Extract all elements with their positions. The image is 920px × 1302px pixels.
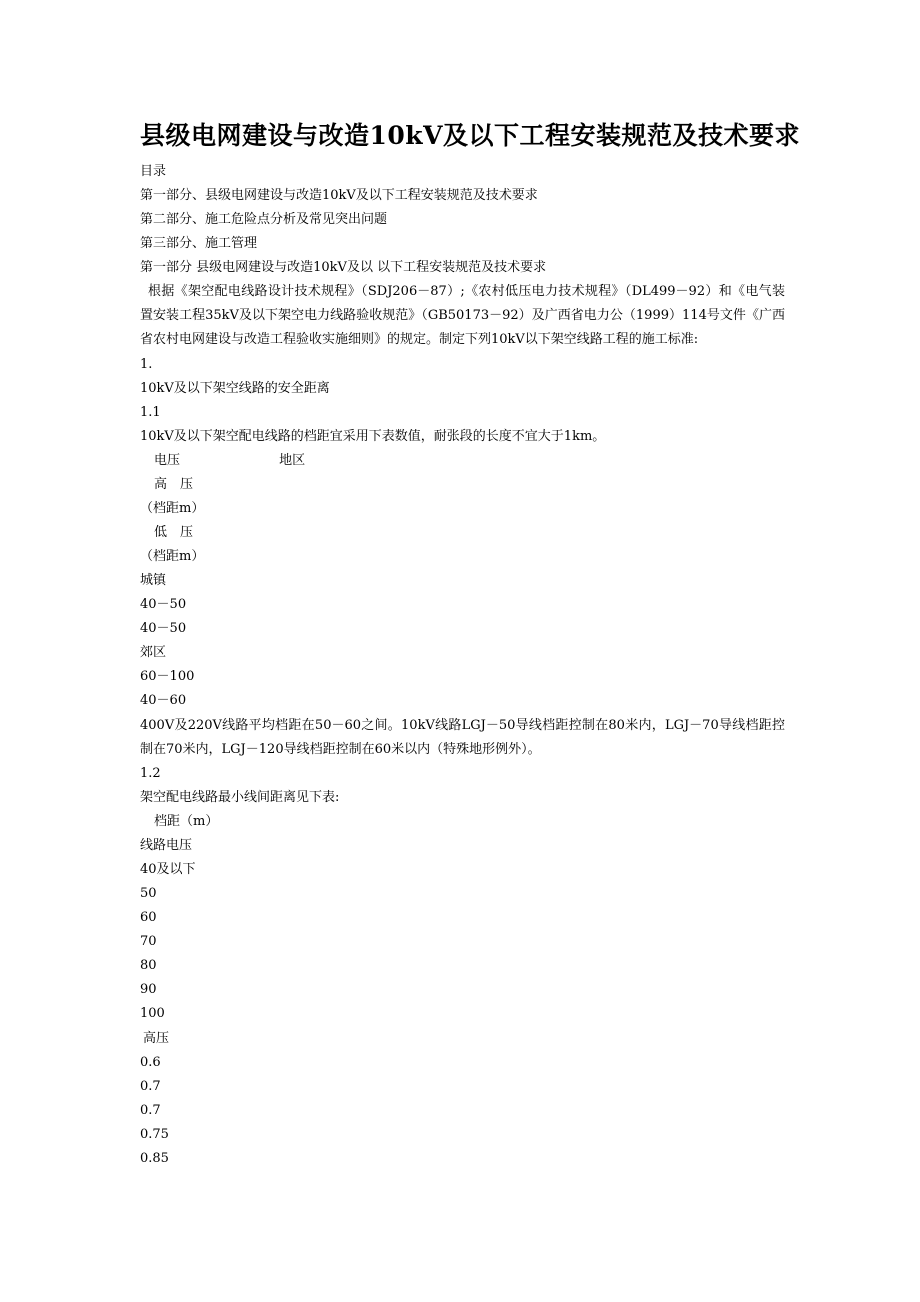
- table2-high-value-5: 0.85: [140, 1151, 169, 1166]
- toc-heading: 目录: [140, 164, 167, 179]
- table2-span-6: 90: [140, 982, 157, 997]
- document-title: 县级电网建设与改造10kV及以下工程安装规范及技术要求: [140, 121, 801, 150]
- table1-col-low: 低 压: [154, 525, 194, 540]
- part1-heading: 第一部分 县级电网建设与改造10kV及以 以下工程安装规范及技术要求: [140, 260, 547, 275]
- table2-span-1: 40及以下: [140, 862, 196, 877]
- section-1-2-number: 1.2: [140, 766, 161, 781]
- table2-high-value-2: 0.7: [140, 1079, 161, 1094]
- table2-high-value-1: 0.6: [140, 1055, 161, 1070]
- section-1-2-text: 架空配电线路最小线间距离见下表:: [140, 790, 340, 805]
- table1-row2-label: 郊区: [140, 645, 167, 660]
- table2-span-4: 70: [140, 934, 157, 949]
- table1-row1-high: 40－50: [140, 597, 187, 612]
- span-note-paragraph: 400V及220V线路平均档距在50－60之间。10kV线路LGJ－50导线档距控制在80米内，LGJ－70导线档距控制在70米内，LGJ－120导线档距控制在60米以内（特殊地形例外）。: [140, 718, 785, 757]
- table2-span-3: 60: [140, 910, 157, 925]
- toc-item-3: 第三部分、施工管理: [140, 236, 258, 251]
- table1-row2-high: 60－100: [140, 669, 195, 684]
- toc-item-2: 第二部分、施工危险点分析及常见突出问题: [140, 212, 388, 227]
- table2-span-2: 50: [140, 886, 157, 901]
- table2-row-label: 线路电压: [140, 838, 193, 853]
- toc-item-1: 第一部分、县级电网建设与改造10kV及以下工程安装规范及技术要求: [140, 188, 538, 203]
- table1-row1-low: 40－50: [140, 621, 187, 636]
- section-1-1-text: 10kV及以下架空配电线路的档距宜采用下表数值，耐张段的长度不宜大于1km。: [140, 429, 606, 444]
- table1-row1-label: 城镇: [140, 573, 167, 588]
- table1-col-high: 高 压: [154, 477, 194, 492]
- table1-header-row: 电压 地区: [154, 453, 306, 468]
- table2-high-label: 高压: [143, 1031, 170, 1046]
- section-1-title: 10kV及以下架空线路的安全距离: [140, 381, 330, 396]
- table2-high-value-4: 0.75: [140, 1127, 169, 1142]
- table2-header: 档距（m）: [154, 814, 219, 829]
- table2-high-value-3: 0.7: [140, 1103, 161, 1118]
- table2-span-5: 80: [140, 958, 157, 973]
- table1-col-high-unit: （档距m）: [140, 501, 205, 516]
- table1-col-low-unit: （档距m）: [140, 549, 205, 564]
- intro-paragraph: 根据《架空配电线路设计技术规程》（SDJ206－87）;《农村低压电力技术规程》（DL499－92）和《电气装置安装工程35kV及以下架空电力线路验收规范》（GB50173－92）及广西省电力公（1999）114号文件《广西省农村电网建设与改造工程验收实施细则》的规定。制定下列10kV以下架空线路工程的施工标准:: [140, 284, 785, 347]
- section-1-number: 1.: [140, 357, 153, 372]
- table2-span-7: 100: [140, 1006, 165, 1021]
- section-1-1-number: 1.1: [140, 405, 161, 420]
- table1-row2-low: 40－60: [140, 693, 187, 708]
